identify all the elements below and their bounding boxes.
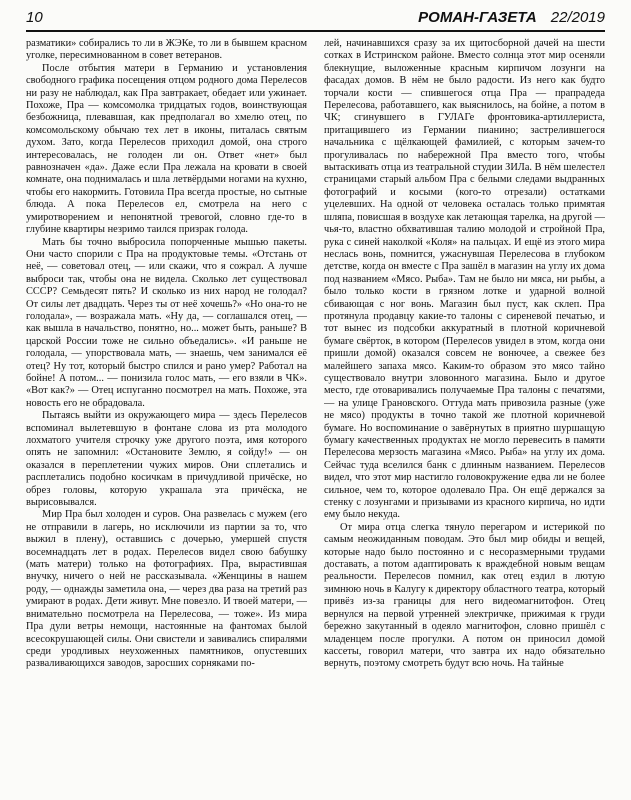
page-number: 10 (26, 9, 43, 26)
article-body (26, 38, 605, 794)
publication-title: РОМАН-ГАЗЕТА (418, 9, 537, 26)
paragraph: Мир Пра был холоден и суров. Она развелась с мужем (его не отправили в лагерь, но исключили из партии за то, что выжил в плену), оставшись с дочерью, умершей спустя восемнадцать лет в родах. Перелесов видел свою бабушку (мать матери) только на фотографиях. Пра, вырастившая внучку, ничего о ней не рассказывала. «Женщины в нашем роду, — однажды заметила она, — через два раза на третий раз умирают в родах. Дети живут. Мне повезло. И твоей матери, — внимательно посмотрела на Перелесова, — тоже». Из мира Пра дули ветры немощи, настоянные на фантомах былой всесокрушающей силы. Они свистели и завивались спиралями среди уродливых неухоженных памятников, опустевших разваливающихся заводов, заросших сорняками по- (26, 509, 307, 670)
paragraph: лей, начинавшихся сразу за их щитосборной дачей на шести сотках в Истринском районе. Вместо солнца этот мир осеняли блекнущие, выложенные красным кирпичом лозунги на фасадах домов. В нём не было радости. Из него как будто торчали кости — спившегося отца Пра — прапрадеда Перелесова, работавшего, как выяснилось, на бойне, а потом в ЧК; сгинувшего в ГУЛАГе фронтовика-артиллериста, притащившего из Германии пианино; застрелившегося начальника с щёлкающей фамилией, с которым зачем-то прогуливалась по набережной Пра вместо того, чтобы вытаскивать отца из театральной студии ЗИЛа. В нём шелестел страницами старый альбом Пра с белыми следами выдранных фотографий и косыми (кого-то отрезали) остатками уцелевших. На одной от человека осталась только примятая шляпа, повисшая в воздухе как летающая тарелка, на другой — чья-то, властно обхватившая талию молодой и стройной Пра, рука с синей наколкой «Коля» на пальцах. И ещё из этого мира неслась вонь, помнится, ужаснувшая Перелесова в глубоком детстве, когда он вместе с Пра зашёл в магазин на углу их дома под названием «Мясо. Рыба». Там не было ни мяса, ни рыбы, а было только кости в грязном лотке и ударной волной сбивающая с ног вонь. Магазин был пуст, как склеп. Пра протянула продавцу какие-то талоны с сиреневой печатью, и тот вынес из подсобки аккуратный в плотной коричневой бумаге свёрток, в котором (Перелесов увидел в этом, когда они пришли домой) оказался совсем не вонючее, а свежее без малейшего запаха мясо. Каким-то образом это мясо тайно существовало внутри зловонного магазина. Было и другое место, где отоваривались получаемые Пра талоны с печатями, — на улице Грановского. Оттуда мать привозила разные (уже не мясо) продукты в точно такой же плотной коричневой бумаге. Но воспоминание о завёрнутых в приятно шуршащую бумагу качественных продуктах не могло перевесить в памяти Перелесова мерзость магазина «Мясо. Рыба» на углу их дома. Сейчас туда вселился банк с длинным названием. Перелесов видел, что этот мир настигло головокружение едва ли не более сильное, чем то, которое одолевало Пра. Он ещё держался за стенку с лозунгами и призывами из красного кирпича, но идти ему было некуда. (324, 38, 605, 521)
issue-number: 22/2019 (550, 9, 605, 26)
right-column (324, 38, 605, 794)
publication-info (418, 9, 605, 26)
paragraph: После отбытия матери в Германию и установления свободного графика посещения отцом родного дома Перелесов ни разу не наблюдал, как Пра завтракает, обедает или ужинает. Похоже, Пра — комсомолка тридцатых годов, воинствующая безбожница, плевавшая, как предполагал во хмелю отец, по комсомольскому обычаю тех лет в иконы, питалась святым духом. Зато, когда Перелесов приходил домой, она строго интересовалась, не голоден ли он. Ответ «нет» был равнозначен «да». Даже если Пра лежала на кровати в своей комнате, она поднималась и шла летвёрдыми ногами на кухню, чтобы его накормить. Готовила Пра всегда простые, но сытные блюда. А пока Перелесов ел, смотрела на него с умиротворением и непонятной тревогой, словно где-то в глубине квартиры незримо таился призрак голода. (26, 62, 307, 236)
page-header (26, 6, 605, 32)
paragraph: разматики» собирались то ли в ЖЭКе, то ли в бывшем красном уголке, пересимнованном в совет ветеранов. (26, 38, 307, 62)
left-column (26, 38, 307, 794)
paragraph: Пытаясь выйти из окружающего мира — здесь Перелесов вспоминал вылетевшую в фонтане слова из рта молодого лохматого учителя строчку уже другого поэта, имя которого опять не запомнил: «Остановите Землю, я сойду!» — он оказался в переплетении чужих миров. Они сплетались и расплетались подобно косичкам в причудливой причёске, но обрез головы, которую украшала эта причёска, не вырисовывался. (26, 410, 307, 509)
paragraph: Мать бы точно выбросила попорченные мышью пакеты. Они часто спорили с Пра на продуктовые темы. «Отстань от неё, — советовал отец, — или скажи, что я сожрал. А лучше выброси так, чтобы она не видела. Сколько лет существовал СССР? Семьдесят пять? И сколько из них народ не голодал? От силы лет двадцать. Через ты от неё хочешь?» «Но она-то не голодала», — возражала мать. «Ну да, — соглашался отец, — как вышла в начальство, понятно, но... может быть, раньше? В царской России тоже не сильно объедались». «И раньше не голодала, — упорствовала мать, — знаешь, чем занимался её отец? Ну тот, который быстро спился и рано умер? Работал на бойне! А потом... — понизила голос мать, — его взяли в ЧК». «Вот как?» — Отец испуганно посмотрел на мать. Похоже, эта новость его не обрадовала. (26, 236, 307, 409)
paragraph: От мира отца слегка тянуло перегаром и истерикой по самым неожиданным поводам. Это был мир обиды и вещей, которые надо было постоянно и с несоразмерными трудами доставать, а потом адаптировать к враждебной новым вещам реальности. Перелесов помнил, как отец ездил в лютую зимнюю ночь в Калугу к директору областного театра, который привёз из-за границы для него видеомагнитофон. Отец вернулся на первой утренней электричке, прижимая к груди бережно закутанный в одеяло магнитофон, словно пришёл с младенцем после прогулки. А потом он приносил домой кассеты, говорил матери, что завтра их надо обязательно вернуть, поэтому смотреть будут всю ночь. На тайные (324, 521, 605, 670)
